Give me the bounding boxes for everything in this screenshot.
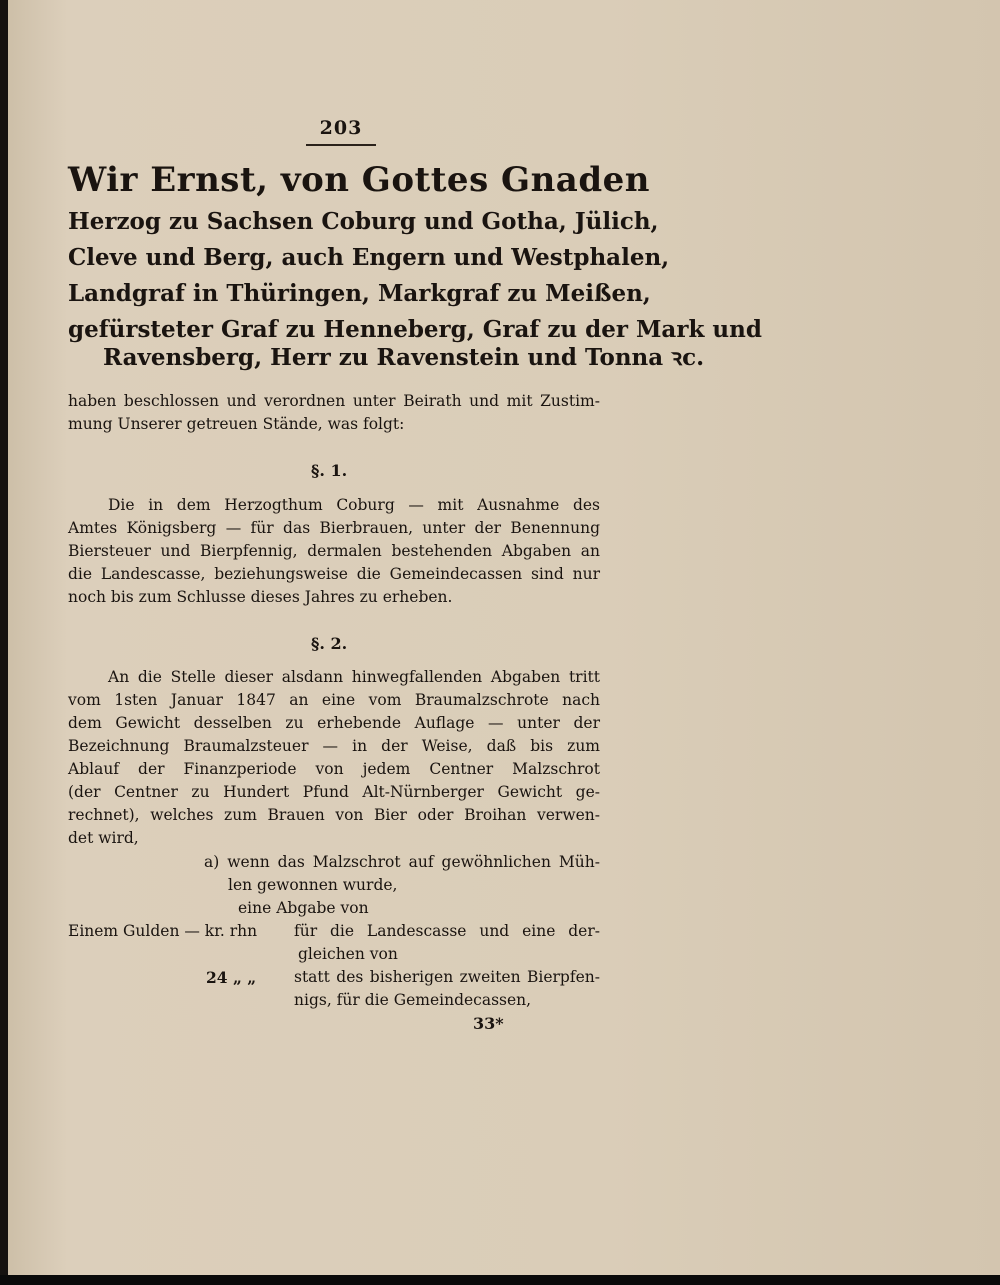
tariff-row-2-continuation: nigs, für die Gemeindecassen,: [294, 991, 532, 1009]
tariff-row-2-amount: 24 „ „: [206, 968, 257, 987]
section-2-line-7: rechnet), welches zum Brauen von Bier oder Broihan verwen-: [68, 806, 600, 824]
item-a-line-3: eine Abgabe von: [238, 899, 369, 917]
section-2-line-2: vom 1sten Januar 1847 an eine vom Braumalzschrote nach: [68, 691, 600, 709]
page-number: 203: [319, 117, 363, 139]
scan-bottom-edge: [0, 1275, 1000, 1285]
section-1-line-3: Biersteuer und Bierpfennig, dermalen bestehenden Abgaben an: [68, 542, 600, 560]
scan-left-edge: [0, 0, 8, 1285]
section-1-line-4: die Landescasse, beziehungsweise die Gemeindecassen sind nur: [68, 565, 600, 583]
title-line-3: Cleve und Berg, auch Engern und Westphalen,: [68, 244, 670, 271]
document-page: [8, 0, 1000, 1275]
title-line-2: Herzog zu Sachsen Coburg und Gotha, Jülich,: [68, 208, 659, 235]
tariff-row-1-text: für die Landescasse und eine der-: [294, 922, 600, 940]
item-a-line-2: len gewonnen wurde,: [228, 876, 398, 894]
page-number-rule: [306, 144, 376, 146]
title-line-4: Landgraf in Thüringen, Markgraf zu Meißen,: [68, 280, 651, 307]
section-2-line-8: det wird,: [68, 829, 139, 847]
item-a-line-1: a) wenn das Malzschrot auf gewöhnlichen Müh-: [204, 853, 600, 871]
section-1-line-5: noch bis zum Schlusse dieses Jahres zu erheben.: [68, 588, 453, 606]
title-line-5: gefürsteter Graf zu Henneberg, Graf zu der Mark und: [68, 316, 762, 343]
intro-line-1: haben beschlossen und verordnen unter Beirath und mit Zustim-: [68, 392, 600, 410]
section-1-line-2: Amtes Königsberg — für das Bierbrauen, unter der Benennung: [68, 519, 600, 537]
title-line-1: Wir Ernst, von Gottes Gnaden: [68, 160, 650, 200]
title-line-6: Ravensberg, Herr zu Ravenstein und Tonna ꝛc.: [103, 344, 705, 371]
section-2-line-4: Bezeichnung Braumalzsteuer — in der Weise, daß bis zum: [68, 737, 600, 755]
tariff-row-1-amount: Einem Gulden — kr. rhn: [68, 922, 258, 940]
tariff-row-1-continuation: gleichen von: [298, 945, 398, 963]
tariff-row-2-text: statt des bisherigen zweiten Bierpfen-: [294, 968, 600, 986]
section-2-line-5: Ablauf der Finanzperiode von jedem Centner Malzschrot: [68, 760, 600, 778]
signature-mark: 33*: [473, 1014, 504, 1033]
section-1-heading: §. 1.: [311, 461, 348, 480]
intro-line-2: mung Unserer getreuen Stände, was folgt:: [68, 415, 405, 433]
section-2-heading: §. 2.: [311, 634, 348, 653]
section-2-line-6: (der Centner zu Hundert Pfund Alt-Nürnberger Gewicht ge-: [68, 783, 600, 801]
section-1-line-1: Die in dem Herzogthum Coburg — mit Ausnahme des: [108, 496, 600, 514]
section-2-line-1: An die Stelle dieser alsdann hinwegfallenden Abgaben tritt: [108, 668, 600, 686]
section-2-line-3: dem Gewicht desselben zu erhebende Auflage — unter der: [68, 714, 600, 732]
